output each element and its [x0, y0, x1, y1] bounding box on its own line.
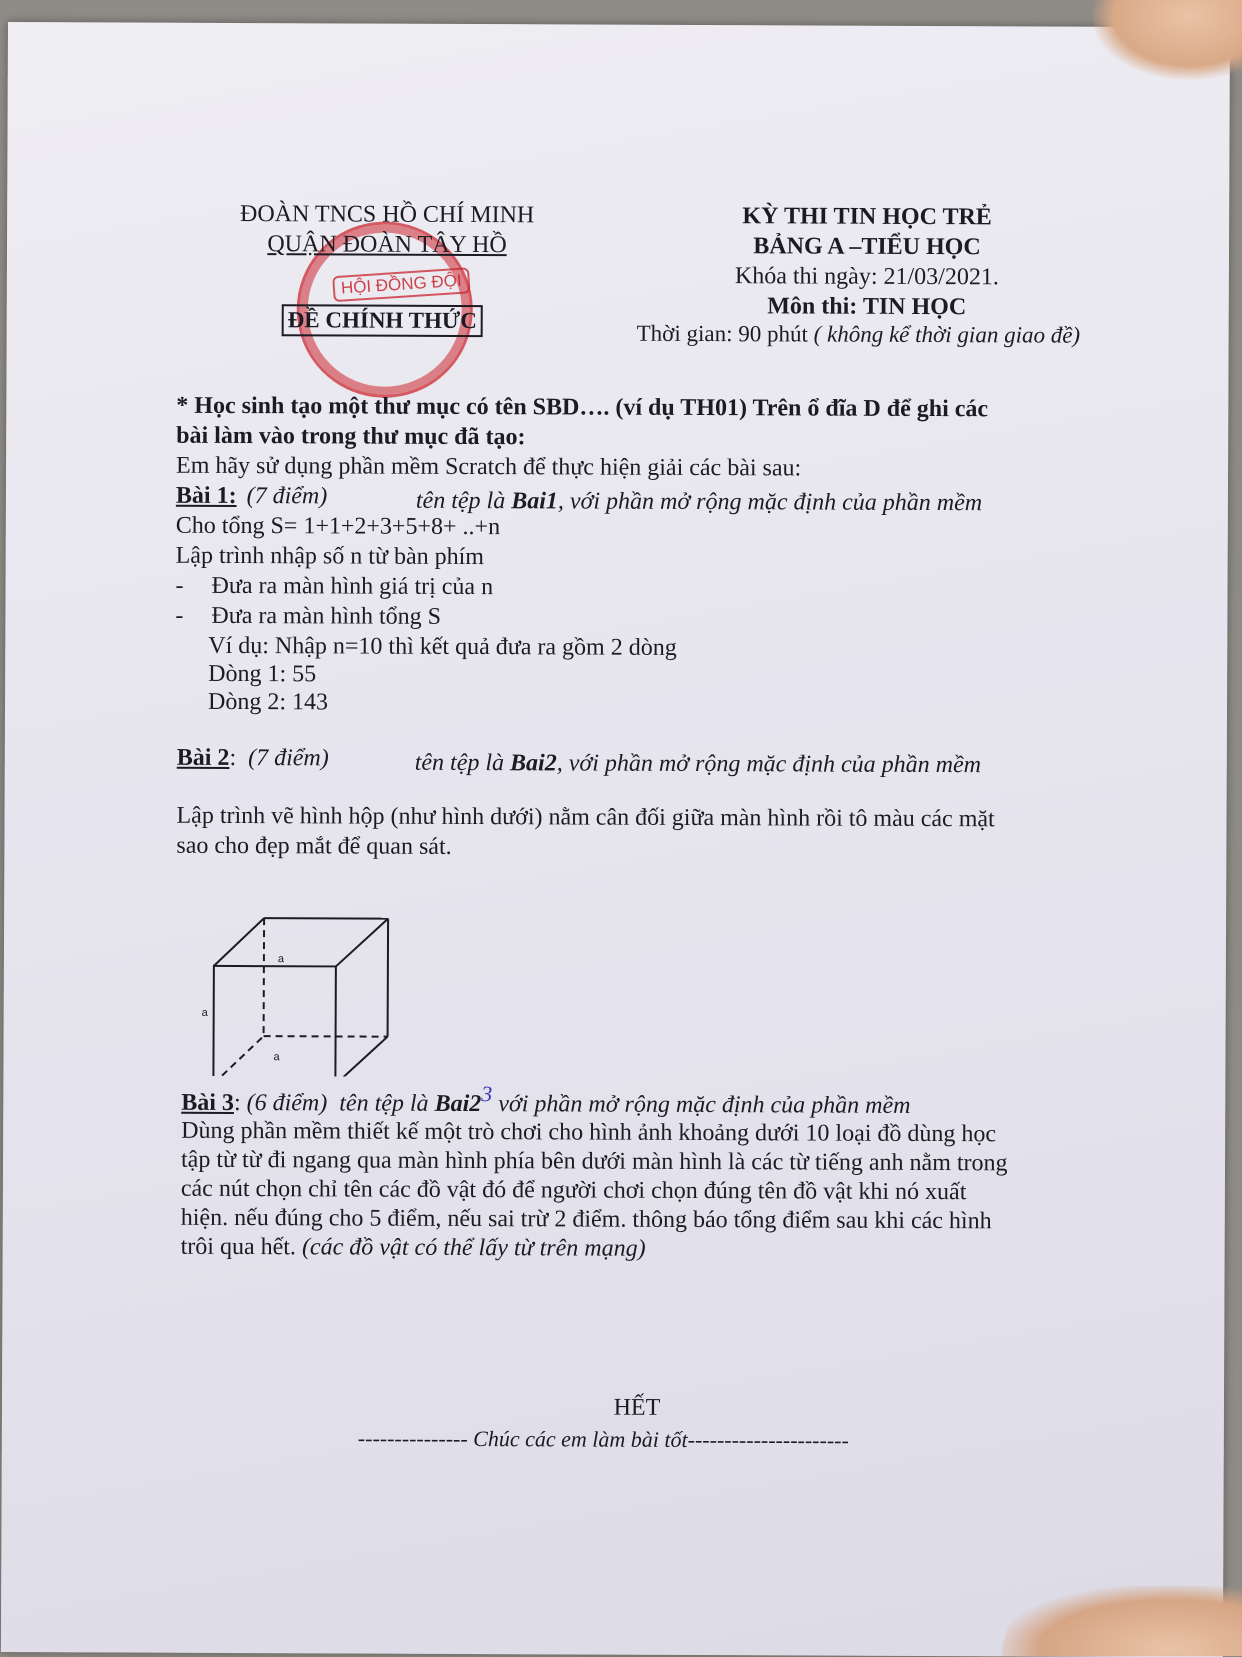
bai3-points: (6 điểm)	[246, 1090, 328, 1117]
cube-hidden-edge	[264, 918, 265, 1036]
exam-title: KỲ THI TIN HỌC TRẺ	[742, 203, 992, 231]
bai1-file	[416, 488, 982, 517]
bai2-desc-1: Lập trình vẽ hình hộp (như hình dưới) nằm cân đối giữa màn hình rồi tô màu các mặt	[176, 802, 995, 833]
intro-line-3: Em hãy sử dụng phần mềm Scratch để thực hiện giải các bài sau:	[176, 452, 802, 482]
time-label: Thời gian: 90 phút	[636, 320, 808, 347]
bai1-row-1: Dòng 1: 55	[208, 660, 317, 688]
finger-bottom-right	[1002, 1586, 1242, 1656]
end-marker: HẾT	[613, 1394, 661, 1421]
cube-label-top: a	[277, 953, 285, 966]
handwritten-correction: 3	[481, 1081, 493, 1107]
bai1-bullet-2	[175, 603, 441, 631]
bai3-line-5b: (các đồ vật có thể lấy từ trên mạng)	[301, 1234, 646, 1262]
bai3-line-3: các nút chọn chỉ tên các đồ vật đó để người chơi chọn đúng tên đồ vật khi nó xuất	[180, 1175, 967, 1206]
bai2-label: Bài 2	[176, 744, 230, 771]
org-line-2: QUẬN ĐOÀN TÂY HỒ	[267, 231, 507, 259]
cube-edge	[336, 918, 388, 966]
bai2-file-name: Bai2	[510, 750, 557, 777]
cube-label-side: a	[201, 1006, 208, 1019]
bai2-colon: :	[229, 744, 237, 772]
bai3-line-5a: trôi qua hết.	[180, 1233, 303, 1261]
bai2-points: (7 điểm)	[248, 745, 329, 772]
bai1-label: Bài 1:	[175, 482, 237, 510]
exam-date: Khóa thi ngày: 21/03/2021.	[734, 263, 999, 291]
cube-hidden-edge	[264, 1036, 388, 1037]
exam-division: BẢNG A –TIỂU HỌC	[753, 233, 981, 261]
bai2-heading	[177, 745, 329, 773]
org-line-1: ĐOÀN TNCS HỒ CHÍ MINH	[239, 201, 535, 229]
bai1-heading	[176, 483, 327, 511]
bai2-file-prefix: tên tệp là	[414, 749, 511, 777]
bai2-file-suffix: , với phần mở rộng mặc định của phần mềm	[556, 750, 982, 779]
bai3-file-suffix: với phần mở rộng mặc định của phần mềm	[492, 1091, 911, 1119]
cube-hidden-edge	[213, 1036, 263, 1077]
exam-subject: Môn thi: TIN HỌC	[767, 293, 967, 321]
bai1-file-suffix: , với phần mở rộng mặc định của phần mềm	[557, 488, 983, 517]
time-note: ( không kể thời gian giao đề)	[813, 321, 1081, 348]
bai3-file-prefix: tên tệp là	[339, 1090, 435, 1117]
bai1-file-name: Bai1	[511, 488, 558, 515]
bai3-heading	[181, 1081, 911, 1120]
exam-paper	[1, 22, 1230, 1657]
bai3-colon: :	[233, 1089, 241, 1117]
bai3-line-2: tập từ từ đi ngang qua màn hình phía bên dưới màn hình là các từ tiếng anh nằm trong	[180, 1146, 1008, 1177]
bai3-line-5	[181, 1234, 646, 1263]
bai1-row-2: Dòng 2: 143	[207, 688, 329, 716]
header-left	[212, 199, 562, 261]
exam-time	[637, 321, 1081, 349]
cube-edge	[264, 918, 388, 919]
bullet-text: Đưa ra màn hình giá trị của n	[211, 572, 494, 601]
header-right	[647, 201, 1088, 323]
bai1-bullet-1	[175, 573, 493, 601]
bai3-file-name: Bai2	[434, 1090, 482, 1118]
bai1-input: Lập trình nhập số n từ bàn phím	[175, 542, 485, 571]
cube-edge	[388, 919, 389, 1037]
cube-edge	[335, 1036, 387, 1076]
stamp-label: HỘI ĐỒNG ĐỘI	[332, 267, 470, 302]
good-luck-line: --------------- Chúc các em làm bài tốt----------------------	[357, 1425, 849, 1453]
bai1-example: Ví dụ: Nhập n=10 thì kết quả đưa ra gồm 2 dòng	[208, 632, 677, 661]
bai3-line-1: Dùng phần mềm thiết kế một trò chơi cho hình ảnh khoảng dưới 10 loại đồ dùng học	[181, 1117, 997, 1148]
cube-edge	[214, 918, 264, 966]
bullet-dash: -	[175, 602, 184, 629]
bai3-line-4: hiện. nếu đúng cho 5 điểm, nếu sai trừ 2 điểm. thông báo tổng điểm sau khi các hình	[180, 1204, 992, 1235]
cube-diagram	[201, 916, 402, 1077]
bullet-text: Đưa ra màn hình tổng S	[211, 602, 442, 630]
bai3-label: Bài 3	[181, 1089, 235, 1116]
intro-line-2: bài làm vào trong thư mục đã tạo:	[176, 422, 526, 451]
bai2-file	[415, 750, 981, 779]
official-exam-box: ĐỀ CHÍNH THỨC	[282, 304, 483, 337]
bullet-dash: -	[175, 572, 184, 599]
bai1-sum: Cho tổng S= 1+1+2+3+5+8+ ..+n	[175, 512, 501, 541]
intro-line-1: * Học sinh tạo một thư mục có tên SBD…. (ví dụ TH01) Trên ổ đĩa D để ghi các	[176, 392, 989, 423]
cube-label-bottom: a	[273, 1051, 280, 1064]
bai2-desc-2: sao cho đẹp mắt để quan sát.	[176, 832, 452, 860]
bai1-file-prefix: tên tệp là	[415, 487, 512, 515]
bai1-points: (7 điểm)	[246, 483, 328, 510]
